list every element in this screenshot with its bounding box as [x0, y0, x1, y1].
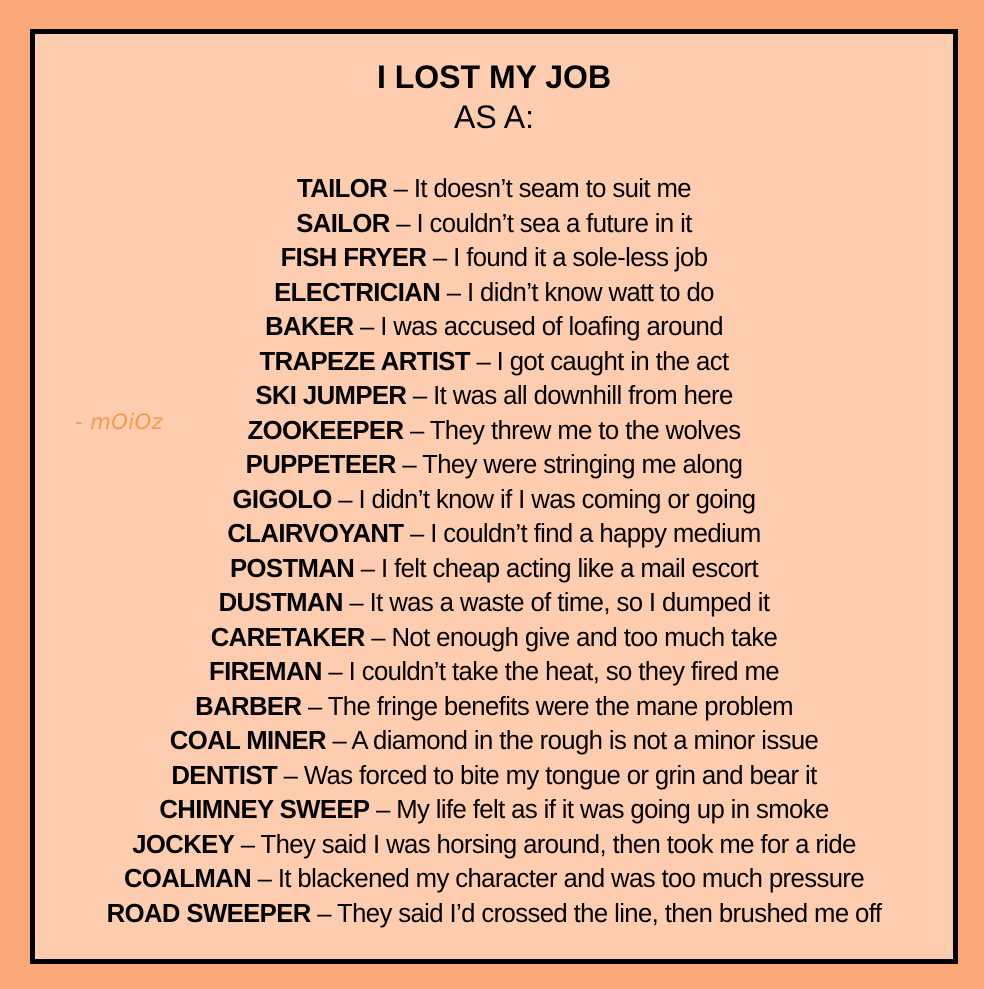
- separator-dash: –: [406, 382, 434, 410]
- job-reason: I couldn’t take the heat, so they fired me: [348, 658, 779, 686]
- job-title: JOCKEY: [132, 830, 235, 859]
- job-reason: It blackened my character and was too much pressure: [277, 865, 865, 893]
- list-item: [35, 621, 953, 656]
- job-reason: They were stringing me along: [422, 451, 743, 479]
- separator-dash: –: [426, 244, 454, 272]
- list-item: [35, 690, 953, 725]
- list-item: [35, 207, 953, 242]
- job-title: ZOOKEEPER: [247, 416, 404, 445]
- job-title: DENTIST: [171, 761, 278, 790]
- list-item: [35, 483, 953, 518]
- separator-dash: –: [234, 830, 261, 859]
- job-title: FIREMAN: [209, 658, 322, 686]
- separator-dash: –: [310, 899, 337, 928]
- separator-dash: –: [369, 796, 397, 824]
- page-subtitle: AS A:: [453, 99, 535, 135]
- job-title: ROAD SWEEPER: [106, 899, 311, 928]
- list-item: [35, 862, 953, 897]
- page-title: I LOST MY JOB: [376, 59, 612, 95]
- job-list: [35, 172, 953, 931]
- list-item: [35, 310, 953, 345]
- job-title: DUSTMAN: [218, 589, 343, 617]
- job-reason: I found it a sole-less job: [453, 244, 708, 272]
- separator-dash: –: [301, 692, 328, 721]
- job-title: TRAPEZE ARTIST: [259, 347, 470, 376]
- list-item: [35, 448, 953, 483]
- separator-dash: –: [326, 727, 352, 755]
- list-item: [35, 552, 953, 587]
- separator-dash: –: [395, 451, 423, 479]
- job-title: SAILOR: [296, 209, 390, 238]
- job-reason: A diamond in the rough is not a minor issue: [351, 727, 819, 755]
- job-title: ELECTRICIAN: [274, 278, 441, 307]
- job-title: PUPPETEER: [245, 451, 396, 479]
- separator-dash: –: [353, 313, 381, 341]
- separator-dash: –: [321, 658, 349, 686]
- job-title: TAILOR: [297, 175, 388, 203]
- job-reason: Not enough give and too much take: [391, 623, 778, 652]
- job-reason: It was all downhill from here: [433, 382, 733, 410]
- job-reason: They said I’d crossed the line, then brushed me off: [336, 899, 882, 928]
- job-reason: Was forced to bite my tongue or grin and bear it: [303, 761, 817, 790]
- list-item: [35, 759, 953, 794]
- job-reason: I was accused of loafing around: [380, 313, 723, 341]
- list-item: [35, 828, 953, 863]
- author-signature: - mOiOz: [75, 410, 164, 434]
- joke-card: [30, 29, 958, 964]
- list-item: [35, 517, 953, 552]
- list-item: [35, 241, 953, 276]
- job-title: CARETAKER: [210, 623, 365, 652]
- separator-dash: –: [403, 520, 431, 548]
- list-item: [35, 586, 953, 621]
- separator-dash: –: [403, 416, 430, 445]
- separator-dash: –: [364, 623, 392, 652]
- list-item: [35, 414, 953, 449]
- job-reason: My life felt as if it was going up in smoke: [396, 796, 829, 824]
- separator-dash: –: [342, 589, 370, 617]
- list-item: [35, 724, 953, 759]
- list-item: [35, 897, 953, 932]
- job-title: BARBER: [195, 692, 302, 721]
- separator-dash: –: [277, 761, 304, 790]
- list-item: [35, 379, 953, 414]
- separator-dash: –: [331, 485, 359, 514]
- job-reason: It was a waste of time, so I dumped it: [369, 589, 770, 617]
- separator-dash: –: [469, 347, 497, 376]
- job-reason: I didn’t know watt to do: [466, 278, 714, 307]
- job-reason: I couldn’t sea a future in it: [416, 209, 692, 238]
- separator-dash: –: [354, 554, 382, 583]
- separator-dash: –: [387, 175, 414, 203]
- list-item: [35, 276, 953, 311]
- separator-dash: –: [389, 209, 417, 238]
- job-reason: It doesn’t seam to suit me: [413, 175, 691, 203]
- job-title: CHIMNEY SWEEP: [159, 796, 370, 824]
- job-reason: They threw me to the wolves: [429, 416, 741, 445]
- job-reason: The fringe benefits were the mane problem: [327, 692, 793, 721]
- job-title: COAL MINER: [169, 727, 327, 755]
- job-reason: They said I was horsing around, then took me for a ride: [260, 830, 856, 859]
- job-title: CLAIRVOYANT: [227, 520, 404, 548]
- job-reason: I got caught in the act: [496, 347, 729, 376]
- list-item: [35, 793, 953, 828]
- job-title: SKI JUMPER: [255, 382, 407, 410]
- list-item: [35, 172, 953, 207]
- job-reason: I couldn’t find a happy medium: [430, 520, 761, 548]
- list-item: [35, 345, 953, 380]
- list-item: [35, 655, 953, 690]
- job-title: BAKER: [265, 313, 354, 341]
- job-reason: I didn’t know if I was coming or going: [358, 485, 756, 514]
- job-title: COALMAN: [123, 865, 252, 893]
- job-title: POSTMAN: [230, 554, 355, 583]
- separator-dash: –: [251, 865, 278, 893]
- job-title: GIGOLO: [232, 485, 332, 514]
- job-title: FISH FRYER: [280, 244, 427, 272]
- separator-dash: –: [440, 278, 467, 307]
- job-reason: I felt cheap acting like a mail escort: [381, 554, 758, 583]
